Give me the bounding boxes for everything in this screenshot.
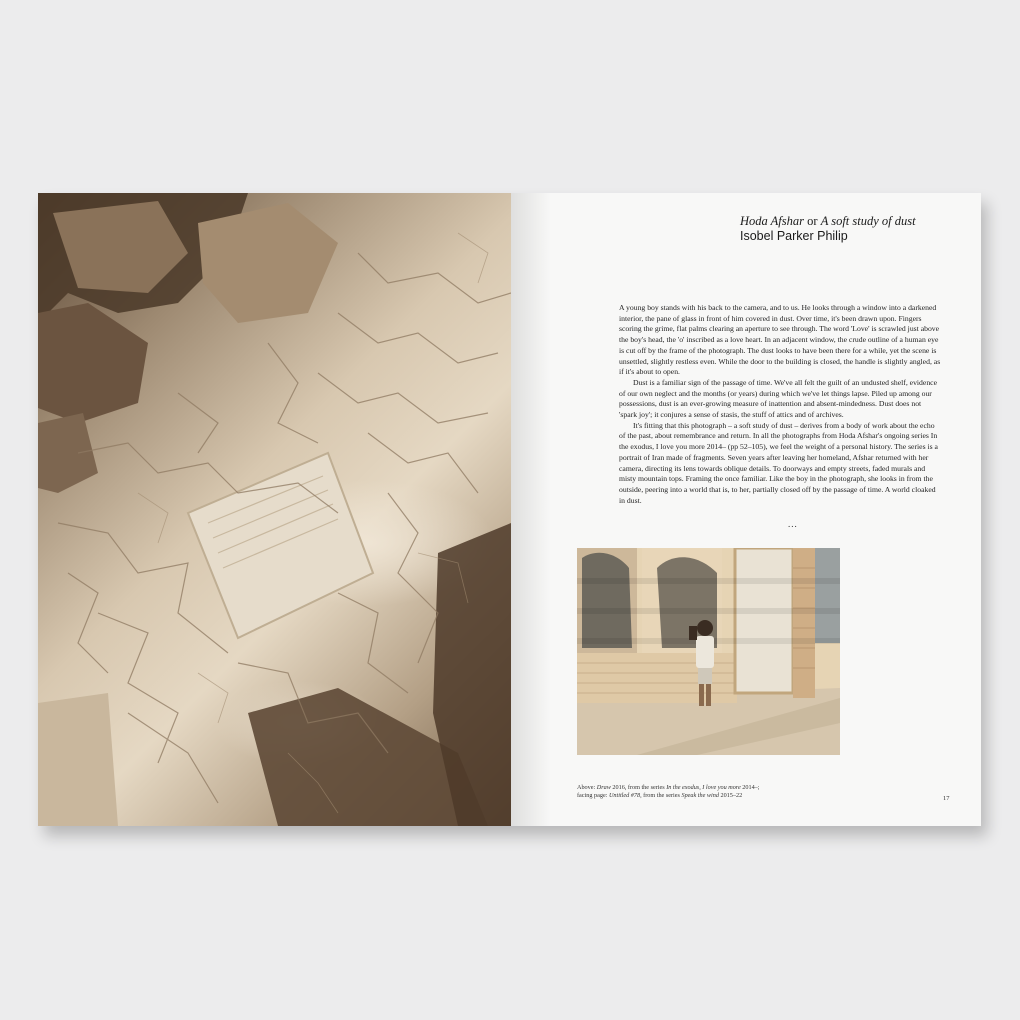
caption-text-1: 2016, from the series	[610, 784, 667, 791]
caption-line-2	[577, 792, 897, 800]
title-subtitle: A soft study of dust	[820, 214, 916, 228]
left-page-photo	[38, 193, 511, 826]
caption-series-wind: Speak the wind	[681, 792, 719, 800]
caption-above-label: Above:	[577, 784, 597, 791]
book-spread	[38, 193, 981, 826]
caption-work-draw: Draw	[596, 784, 611, 791]
boy-at-window-illustration	[577, 548, 840, 755]
caption-text-2: , from the series	[640, 792, 682, 800]
boy-at-window-photo	[577, 548, 840, 755]
page-number: 17	[943, 795, 950, 802]
caption-series-exodus: In the exodus, I love you more	[666, 784, 741, 791]
title-connector: or	[804, 214, 821, 228]
article-body	[619, 303, 941, 506]
article-header	[740, 214, 916, 244]
caption-work-untitled: Untitled #78	[608, 792, 641, 800]
cracked-earth-illustration	[38, 193, 511, 826]
caption-facing-label: facing page:	[577, 792, 609, 800]
article-title	[740, 214, 916, 229]
article-author: Isobel Parker Philip	[740, 229, 848, 243]
caption-years-2: 2015–22	[718, 792, 743, 800]
title-artist: Hoda Afshar	[740, 214, 805, 228]
caption-line-1	[577, 784, 897, 792]
paragraph-3: It's fitting that this photograph – a soft study of dust – derives from a body of work about the echo of the past, about remembrance and return. In all the photographs from Hoda Afshar's ongoing series In the exodus, I love you more 2014– (pp 52–105), we feel the weight of a personal history. The series is a portrait of Iran made of fragments. Seven years after leaving her homeland, Afshar returned with her camera, directing its lens towards oblique details. To doorways and empty streets, faded murals and misty mountain tops. Framing the once familiar. Like the boy in the photograph, she looks in from the outside, peering into a world that is, to her, partially closed off by the passage of time. A world cloaked in dust.	[619, 420, 938, 505]
caption-years-1: 2014–;	[740, 784, 760, 791]
section-break: ...	[788, 519, 798, 529]
paragraph-1: A young boy stands with his back to the camera, and to us. He looks through a window into a darkened interior, the pane of glass in front of him covered in dust. Over time, it's been drawn upon. Fingers scoring the grime, flat palms clearing an aperture to see through. The word 'Love' is scrawled just above the boy's head, the 'o' inscribed as a love heart. In an adjacent window, the crude outline of a human eye is cut off by the frame of the photograph. The dust looks to have been there for a while, yet the scene is unsettled, slightly restless even. While the door to the building is closed, the handle is slightly angled, as if it's about to open.	[619, 303, 941, 377]
paragraph-2: Dust is a familiar sign of the passage of time. We've all felt the guilt of an undusted shelf, evidence of our own neglect and the months (or years) during which we've let things lapse. Piled up among our possessions, dust is an ever-growing measure of inattention and absent-mindedness. Dust does not 'spark joy'; it conjures a sense of stasis, the stuff of attics and of archives.	[619, 377, 937, 420]
right-page	[511, 193, 981, 826]
photo-caption	[577, 784, 897, 801]
